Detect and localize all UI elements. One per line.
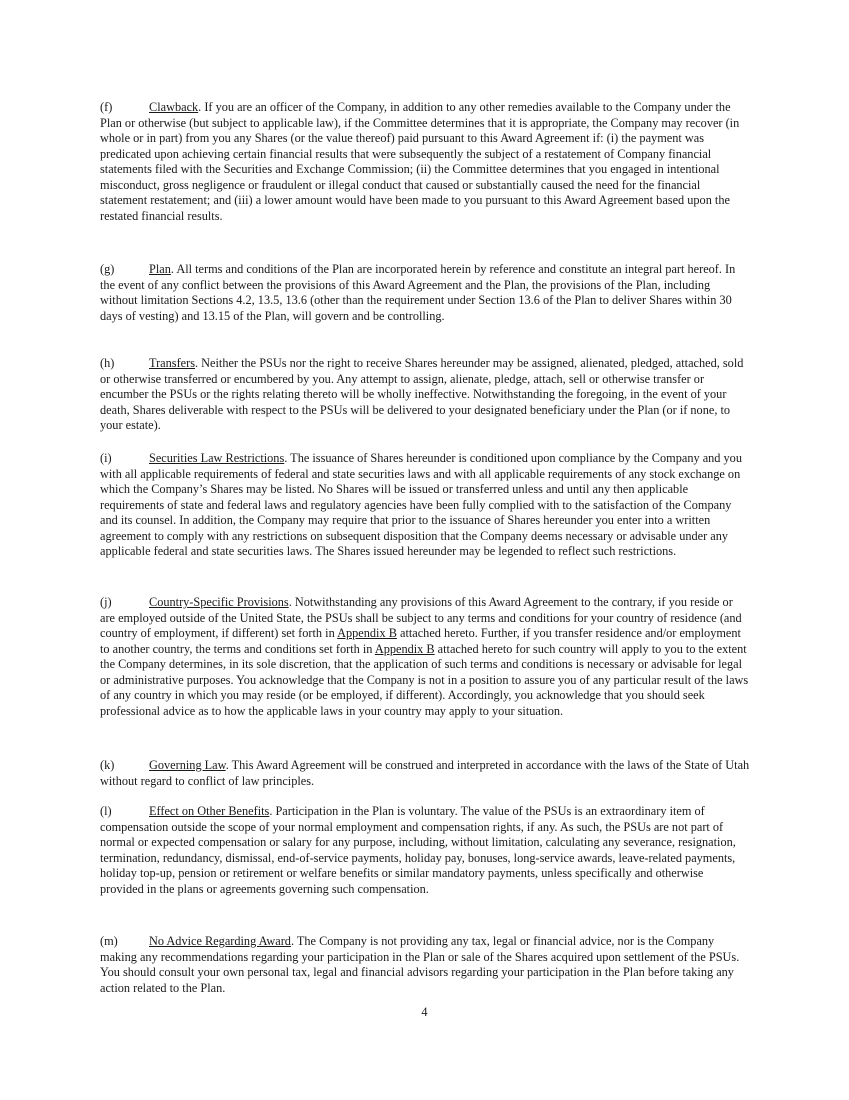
section-g-plan: [100, 262, 750, 324]
section-text: attached hereto for such country will apply to you to the extent the Company determines, in its sole discretion, that the application of such terms and conditions is necessary or advisable for legal or administrative purposes. You acknowledge that the Company is not in a position to assure you of any particular result of the laws of any country in which you may reside (or be employed, if different). Accordingly, you acknowledge that you should seek professional advice as to how the applicable laws in your country may apply to your situation.: [100, 641, 749, 718]
section-text: . The Company is not providing any tax, legal or financial advice, nor is the Company making any recommendations regarding your participation in the Plan or sale of the Shares acquired upon settlement of the PSUs. You should consult your own personal tax, legal and financial advisors regarding your participation in the Plan before taking any action related to the Plan.: [100, 934, 740, 995]
section-label: (i): [100, 451, 112, 465]
section-heading: Transfers: [149, 356, 195, 370]
section-label: (h): [100, 356, 115, 370]
section-label: (l): [100, 804, 112, 818]
section-heading: No Advice Regarding Award: [149, 934, 291, 948]
section-label: (f): [100, 100, 113, 114]
page-number: 4: [421, 1005, 428, 1019]
section-j-country-specific-provisions: [100, 595, 750, 719]
section-text: . Participation in the Plan is voluntary. The value of the PSUs is an extraordinary item of compensation outside the scope of your normal employment and compensation rights, if any. As such, the PSUs are not part of normal or expected compensation or salary for any purpose, including, without limitation, calculating any severance, resignation, termination, redundancy, dismissal, end-of-service payments, holiday pay, bonuses, long-service awards, leave-related payments, holiday top-up, pension or retirement or welfare benefits or similar mandatory payments, unless specifically and otherwise provided in the plans or agreements governing such compensation.: [100, 804, 736, 896]
section-text: . Notwithstanding any provisions of this Award Agreement to the contrary, if you reside or are employed outside of the United State, the PSUs shall be subject to any terms and conditions for your country of residence (and country of employment, if different) set forth in: [100, 595, 742, 640]
appendix-b-reference: Appendix B: [374, 641, 435, 656]
section-heading: Securities Law Restrictions: [149, 451, 285, 465]
section-i-securities-law-restrictions: [100, 451, 750, 560]
section-label: (j): [100, 595, 112, 609]
section-label: (k): [100, 758, 115, 772]
section-f-clawback: [100, 100, 750, 224]
section-l-effect-on-other-benefits: [100, 804, 750, 897]
section-heading: Plan: [149, 262, 171, 276]
section-label: (g): [100, 262, 115, 276]
section-heading: Governing Law: [149, 758, 226, 772]
section-text: . If you are an officer of the Company, in addition to any other remedies available to the Company under the Plan or otherwise (but subject to applicable law), if the Committee determines that it is appropriate, the Company may recover (in whole or in part) from you any Shares (or the value thereof) paid pursuant to this Award Agreement if: (i) the payment was predicated upon achieving certain financial results that were subsequently the subject of a restatement of Company financial statements filed with the Securities and Exchange Commission; (ii) the Committee determines that you engaged in intentional misconduct, gross negligence or fraudulent or illegal conduct that caused or substantially caused the need for the financial statement restatement; and (iii) a lower amount would have been made to you pursuant to this Award Agreement based upon the restated financial results.: [100, 100, 740, 223]
section-text: . All terms and conditions of the Plan are incorporated herein by reference and constitute an integral part hereof. In the event of any conflict between the provisions of this Award Agreement and the Plan, the provisions of the Plan, including without limitation Sections 4.2, 13.5, 13.6 (other than the requirement under Section 13.6 of the Plan to deliver Shares within 30 days of vesting) and 13.15 of the Plan, will govern and be controlling.: [100, 262, 736, 323]
section-heading: Effect on Other Benefits: [149, 804, 270, 818]
section-text: attached hereto. Further, if you transfer residence and/or employment to another country, the terms and conditions set forth in: [100, 626, 741, 656]
section-h-transfers: [100, 356, 750, 434]
section-m-no-advice-regarding-award: [100, 934, 750, 996]
section-k-governing-law: [100, 758, 750, 789]
section-heading: Clawback: [149, 100, 199, 114]
section-heading: Country-Specific Provisions: [149, 595, 289, 609]
section-text: . Neither the PSUs nor the right to receive Shares hereunder may be assigned, alienated, pledged, attached, sold or otherwise transferred or encumbered by you. Any attempt to assign, alienate, pledge, attach, sell or otherwise transfer or encumber the PSUs or the rights relating thereto will be wholly ineffective. Notwithstanding the foregoing, in the event of your death, Shares deliverable with respect to the PSUs will be delivered to your designated beneficiary under the Plan (or if none, to your estate).: [100, 356, 744, 432]
section-text: . This Award Agreement will be construed and interpreted in accordance with the laws of the State of Utah without regard to conflict of law principles.: [100, 758, 750, 788]
appendix-b-reference: Appendix B: [337, 626, 397, 640]
section-label: (m): [100, 934, 118, 948]
section-text: . The issuance of Shares hereunder is conditioned upon compliance by the Company and you with all applicable requirements of federal and state securities laws and with all applicable requirements of any stock exchange on which the Company’s Shares may be listed. No Shares will be issued or transferred unless and until any then applicable requirements of state and federal laws and regulatory agencies have been fully complied with to the satisfaction of the Company and its counsel. In addition, the Company may require that prior to the issuance of Shares hereunder you enter into a written agreement to comply with any restrictions on subsequent disposition that the Company deems necessary or advisable under any applicable federal and state securities laws. The Shares issued hereunder may be legended to reflect such restrictions.: [100, 451, 742, 558]
